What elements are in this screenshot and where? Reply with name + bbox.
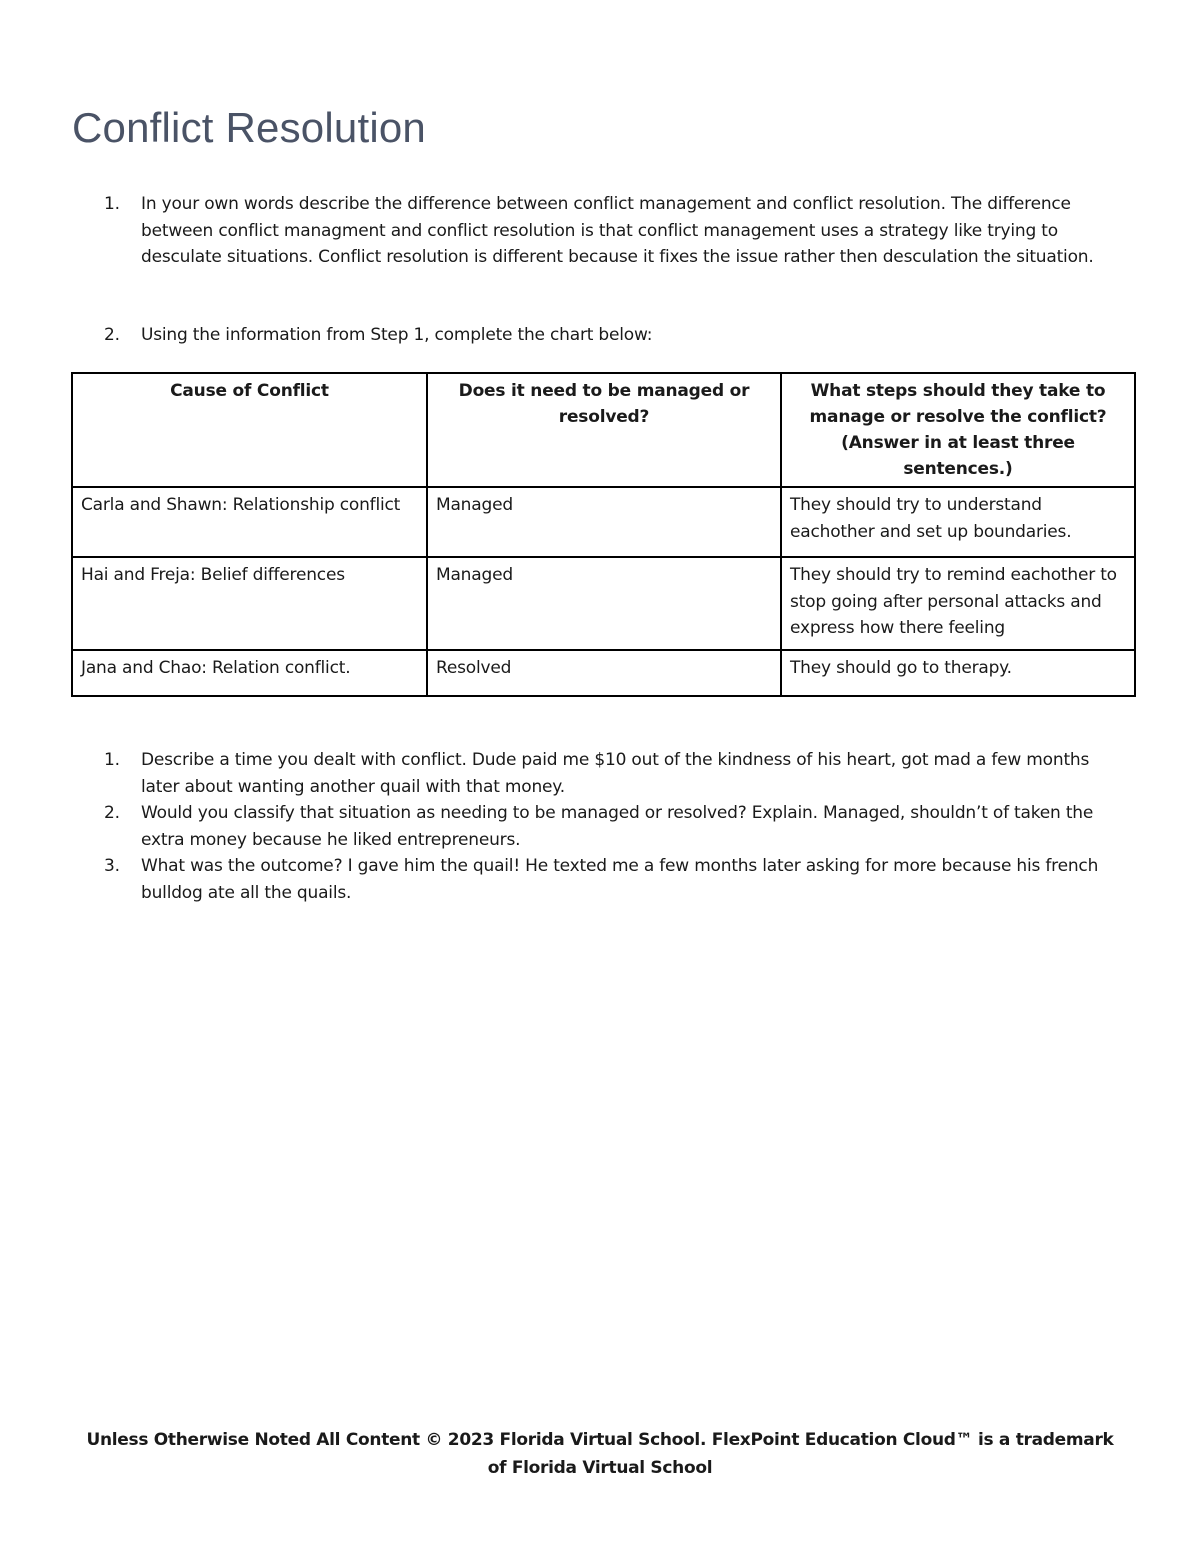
cell-cause: Hai and Freja: Belief differences bbox=[72, 557, 427, 650]
question-list-part2 bbox=[0, 747, 1121, 906]
cell-type: Managed bbox=[427, 487, 781, 557]
copyright-footer: Unless Otherwise Noted All Content © 2023 Florida Virtual School. FlexPoint Education Cloud™ is a trademark of Florida Virtual School bbox=[86, 1430, 1114, 1478]
cell-steps: They should try to remind eachother to stop going after personal attacks and express how there feeling bbox=[781, 557, 1135, 650]
header-managed-or-resolved: Does it need to be managed or resolved? bbox=[427, 373, 781, 487]
list-number: 1. bbox=[104, 750, 120, 770]
cell-steps: They should go to therapy. bbox=[781, 650, 1135, 696]
table-row bbox=[72, 650, 1135, 696]
cell-type: Managed bbox=[427, 557, 781, 650]
question-text: Describe a time you dealt with conflict. Dude paid me $10 out of the kindness of his heart, got mad a few months later about wanting another quail with that money. bbox=[141, 750, 1090, 797]
table-header-row bbox=[72, 373, 1135, 487]
header-cause: Cause of Conflict bbox=[72, 373, 427, 487]
list-number: 2. bbox=[104, 803, 120, 823]
list-number: 2. bbox=[104, 325, 120, 345]
conflict-chart bbox=[71, 372, 1136, 697]
table-row bbox=[72, 557, 1135, 650]
list-item bbox=[0, 800, 1121, 853]
cell-steps: They should try to understand eachother and set up boundaries. bbox=[781, 487, 1135, 557]
question-list-part1-step2 bbox=[0, 322, 1121, 349]
list-number: 1. bbox=[104, 194, 120, 214]
page-title: Conflict Resolution bbox=[72, 104, 426, 151]
table-row bbox=[72, 487, 1135, 557]
cell-cause: Jana and Chao: Relation conflict. bbox=[72, 650, 427, 696]
question-text: Would you classify that situation as needing to be managed or resolved? Explain. Managed, shouldn’t of taken the extra money because he liked entrepreneurs. bbox=[141, 803, 1094, 850]
conflict-table bbox=[71, 372, 1136, 697]
question-text: Using the information from Step 1, complete the chart below: bbox=[141, 325, 653, 345]
cell-type: Resolved bbox=[427, 650, 781, 696]
list-item bbox=[0, 747, 1121, 800]
header-steps: What steps should they take to manage or resolve the conflict? (Answer in at least three sentences.) bbox=[781, 373, 1135, 487]
list-item bbox=[0, 853, 1121, 906]
cell-cause: Carla and Shawn: Relationship conflict bbox=[72, 487, 427, 557]
question-list-part1 bbox=[0, 191, 1121, 271]
list-item bbox=[0, 191, 1121, 271]
question-text: In your own words describe the difference between conflict management and conflict resolution. The difference between conflict managment and conflict resolution is that conflict management uses a strategy like trying to desculate situations. Conflict resolution is different because it fixes the issue rather then desculation the situation. bbox=[141, 194, 1094, 267]
list-number: 3. bbox=[104, 856, 120, 876]
question-text: What was the outcome? I gave him the quail! He texted me a few months later asking for more because his french bulldog ate all the quails. bbox=[141, 856, 1099, 903]
list-item bbox=[0, 322, 1121, 349]
